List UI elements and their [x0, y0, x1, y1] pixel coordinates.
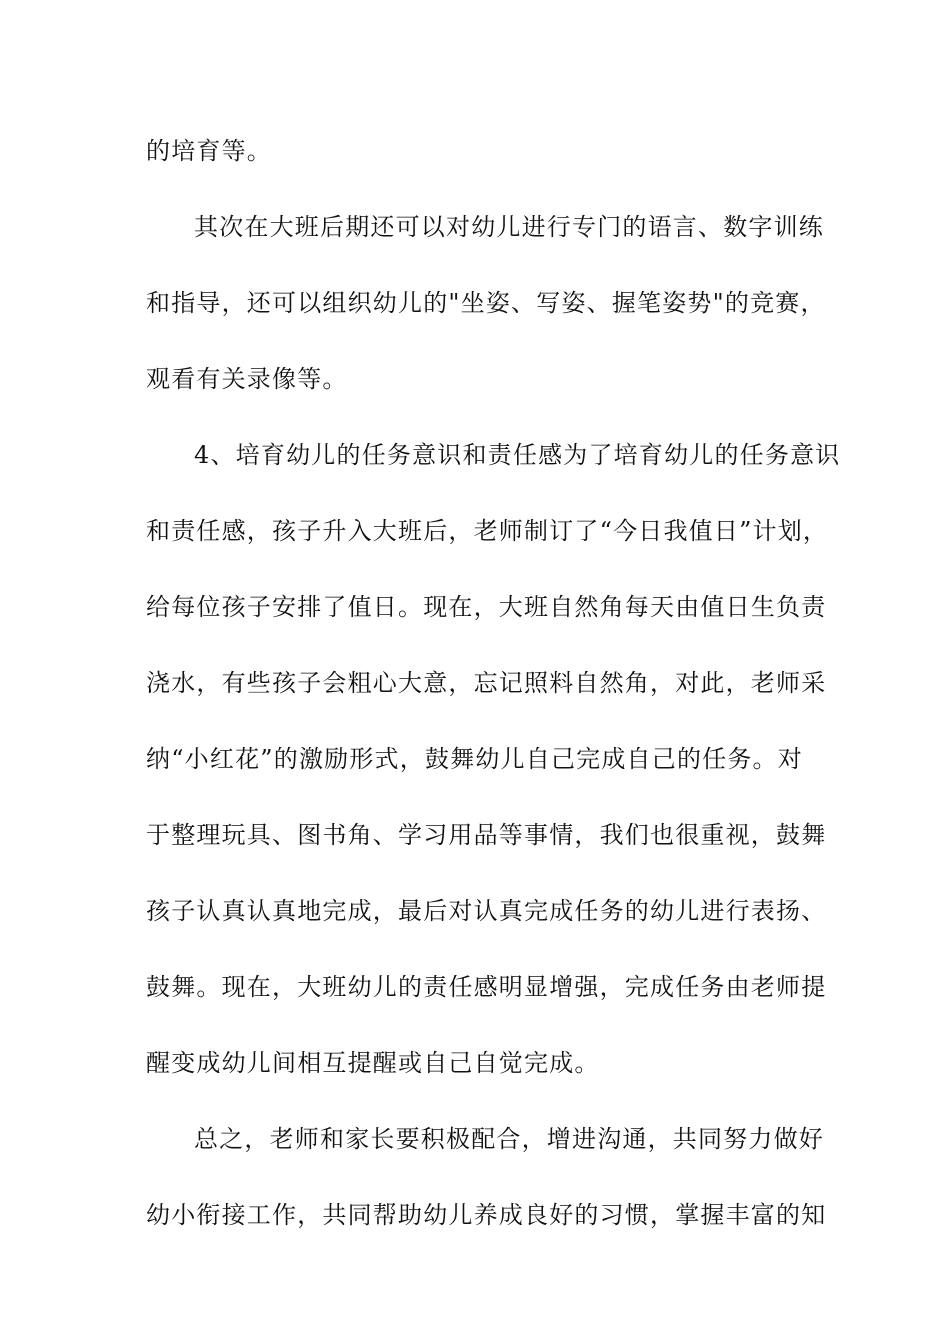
text-line: 和责任感，孩子升入大班后，老师制订了“今日我值日”计划， — [146, 517, 829, 545]
paragraph-first-line: 其次在大班后期还可以对幼儿进行专门的语言、数字训练 — [194, 213, 824, 241]
text-line: 醒变成幼儿间相互提醒或自己自觉完成。 — [146, 1049, 600, 1077]
text-line: 的培育等。 — [146, 137, 272, 165]
text-line: 纳“小红花”的激励形式，鼓舞幼儿自己完成自己的任务。对 — [146, 745, 803, 773]
text-line: 和指导，还可以组织幼儿的"坐姿、写姿、握笔姿势"的竞赛， — [146, 289, 826, 317]
paragraph-first-line: 4、培育幼儿的任务意识和责任感为了培育幼儿的任务意识 — [194, 441, 841, 469]
text-line: 观看有关录像等。 — [146, 365, 348, 393]
text-line: 浇水，有些孩子会粗心大意，忘记照料自然角，对此，老师采 — [146, 669, 827, 697]
text-line: 给每位孩子安排了值日。现在，大班自然角每天由值日生负责 — [146, 593, 827, 621]
text-line: 于整理玩具、图书角、学习用品等事情，我们也很重视，鼓舞 — [146, 821, 827, 849]
text-line: 幼小衔接工作，共同帮助幼儿养成良好的习惯，掌握丰富的知 — [146, 1201, 827, 1229]
text-line: 孩子认真认真地完成，最后对认真完成任务的幼儿进行表扬、 — [146, 897, 827, 925]
text-line: 鼓舞。现在，大班幼儿的责任感明显增强，完成任务由老师提 — [146, 973, 827, 1001]
paragraph-first-line: 总之，老师和家长要积极配合，增进沟通，共同努力做好 — [194, 1125, 824, 1153]
